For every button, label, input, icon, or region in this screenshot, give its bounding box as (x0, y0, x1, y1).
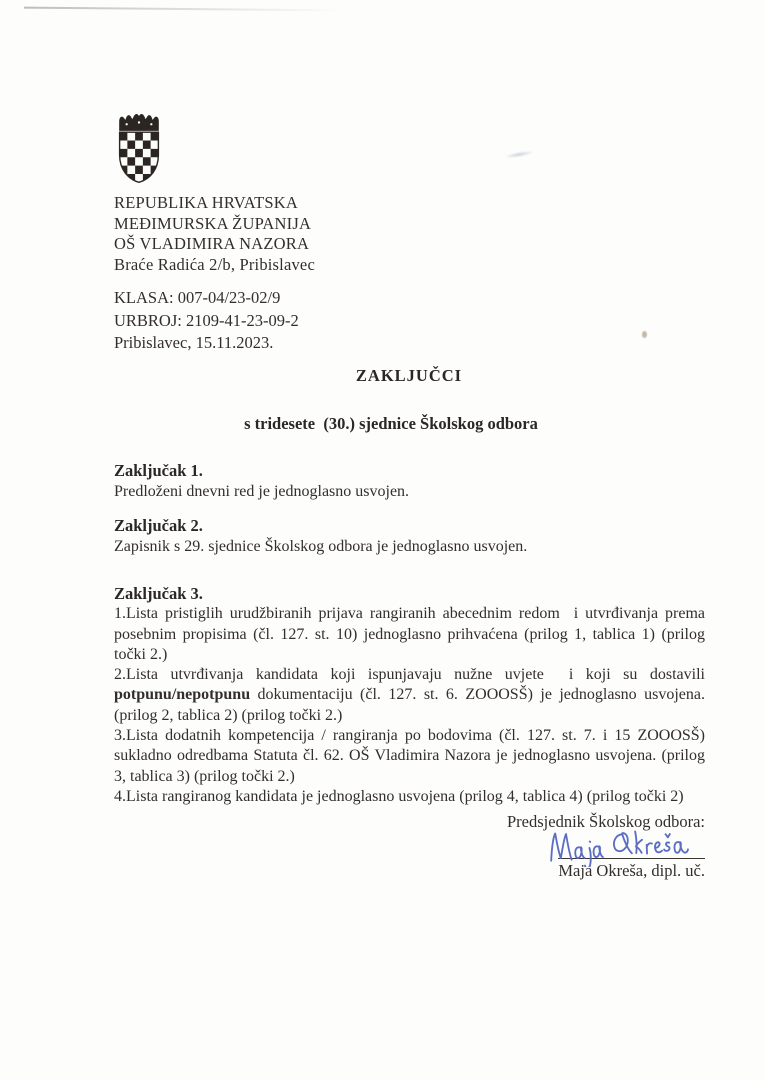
signature-line (558, 832, 705, 859)
place-date-line: Pribislavec, 15.11.2023. (114, 333, 274, 352)
conclusion-1-heading: Zaključak 1. (114, 461, 203, 480)
conclusion-2-body: Zapisnik s 29. sjednice Školskog odbora je jednoglasno usvojen. (114, 537, 528, 555)
conclusion-3-item-4: 4.Lista rangiranog kandidata je jednoglasno usvojena (prilog 4, tablica 4) (prilog točki 2) (114, 787, 684, 805)
org-line-school: OŠ VLADIMIRA NAZORA (114, 234, 310, 253)
conclusion-3-heading: Zaključak 3. (114, 584, 203, 603)
org-line-country: REPUBLIKA HRVATSKA (114, 193, 298, 212)
conclusion-1-body: Predloženi dnevni red je jednoglasno usvojen. (114, 482, 410, 500)
document-title: ZAKLJUČCI (355, 366, 463, 385)
scan-artifact-smudge (505, 150, 533, 160)
conclusion-3-item-1: 1.Lista pristiglih urudžbiranih prijava rangiranih abecednim redom i utvrđivanja prema posebnim propisima (čl. 127. st. 10) jednoglasno prihvaćena (prilog 1, tablica 1) (prilog točki 2.) (114, 605, 709, 663)
croatian-coat-of-arms-icon (112, 111, 166, 185)
org-line-county: MEĐIMURSKA ŽUPANIJA (114, 213, 312, 233)
conclusion-2 (114, 516, 706, 557)
scan-artifact-speck (642, 331, 647, 338)
handwritten-signature (544, 823, 706, 867)
document-subtitle: s tridesete (30.) sjednice Školskog odbora (244, 414, 538, 433)
urbroj-line: URBROJ: 2109-41-23-09-2 (114, 310, 299, 330)
signature-typed-name: Maja Okreša, dipl. uč. (558, 861, 705, 880)
reference-block (114, 287, 299, 355)
conclusion-3-item-3: 3.Lista dodatnih kompetencija / rangiranja po bodovima (čl. 127. st. 7. i 15 ZOOOSŠ) sukladno odredbama Statuta čl. 62. OŠ Vladimira Nazora je jednoglasno usvojena. (prilog 3, tablica 3) (prilog točki 2.) (114, 727, 709, 785)
item-2-post: dokumentaciju (čl. 127. st. 6. ZOOOSŠ) je jednoglasno usvojena. (prilog 2, tablica 2) (prilog točki 2.) (114, 686, 709, 724)
signature-role-label: Predsjednik Školskog odbora: (507, 812, 705, 831)
klasa-line: KLASA: 007-04/23-02/9 (114, 288, 281, 307)
letterhead-org-block (114, 193, 315, 275)
signature-block (465, 812, 705, 881)
conclusion-3-item-2 (114, 665, 709, 726)
item-2-bold-term: potpunu/nepotpunu (114, 686, 251, 704)
scan-artifact-top-line (24, 7, 344, 12)
org-line-address: Braće Radića 2/b, Pribislavec (114, 254, 315, 274)
conclusion-1 (114, 461, 706, 502)
item-2-pre: 2.Lista utvrđivanja kandidata koji ispunjavaju nužne uvjete i koji su dostavili (114, 666, 709, 684)
conclusion-3 (114, 584, 709, 807)
conclusion-2-heading: Zaključak 2. (114, 516, 203, 535)
